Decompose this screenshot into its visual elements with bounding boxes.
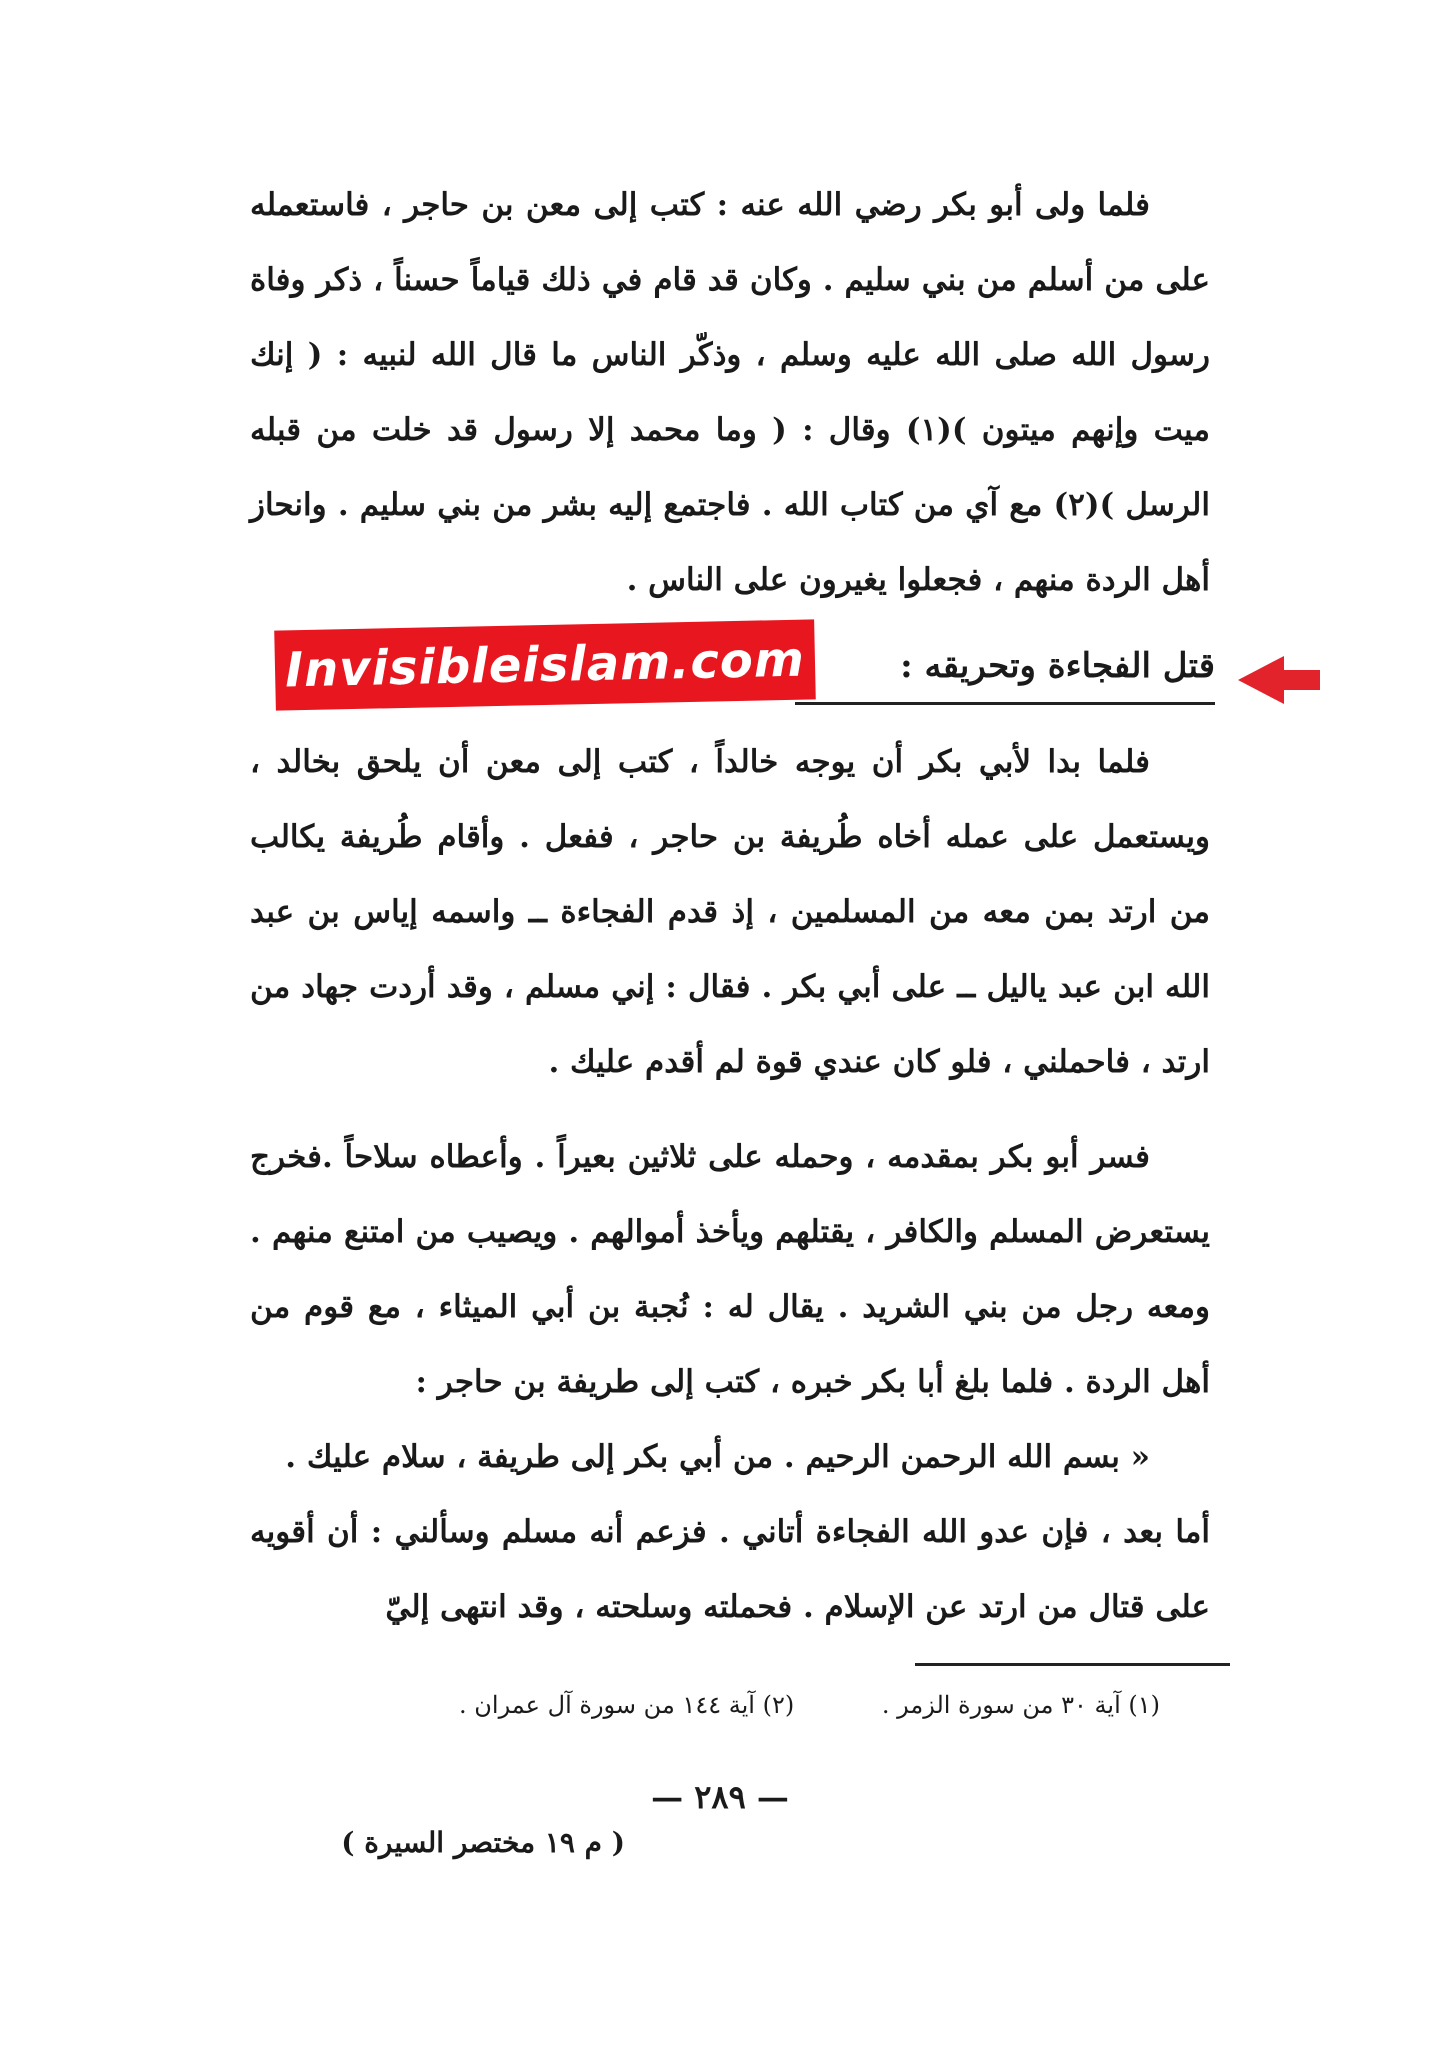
heading-underline xyxy=(795,702,1215,705)
footnote-1: (١) آية ٣٠ من سورة الزمر . xyxy=(881,1691,1160,1719)
paragraph-2-text: فلما بدا لأبي بكر أن يوجه خالداً ، كتب إلى معن أن يلحق بخالد ، ويستعمل على عمله أخاه طُريفة بن حاجر ، ففعل . وأقام طُريفة يكالب من ارتد بمن معه من المسلمين ، إذ قدم الفجاءة ــ واسمه إياس بن عبد الله ابن عبد ياليل ــ على أبي بكر . فقال : إني مسلم ، وقد أردت جهاد من ارتد ، فاحملني ، فلو كان عندي قوة لم أقدم عليك . xyxy=(250,744,1210,1080)
footnotes xyxy=(330,1685,1160,1725)
paragraph-3-text: فسر أبو بكر بمقدمه ، وحمله على ثلاثين بعيراً . وأعطاه سلاحاً .فخرج يستعرض المسلم والكافر ، يقتلهم ويأخذ أموالهم . ويصيب من امتنع منهم . ومعه رجل من بني الشريد . يقال له : نُجبة بن أبي الميثاء ، مع قوم من أهل الردة . فلما بلغ أبا بكر خبره ، كتب إلى طريفة بن حاجر : xyxy=(250,1139,1210,1400)
footnote-2: (٢) آية ١٤٤ من سورة آل عمران . xyxy=(459,1691,795,1719)
printer-signature: ( م ١٩ مختصر السيرة ) xyxy=(341,1826,625,1859)
page-number: — ٢٨٩ — xyxy=(651,1778,789,1816)
section-heading: قتل الفجاءة وتحريقه : xyxy=(900,646,1215,686)
letter-block xyxy=(250,1420,1210,1645)
paragraph-1 xyxy=(250,168,1210,618)
letter-opening: « بسم الله الرحمن الرحيم . من أبي بكر إلى طريفة ، سلام عليك . xyxy=(285,1439,1150,1475)
watermark-banner: Invisibleislam.com xyxy=(274,619,816,710)
letter-body: أما بعد ، فإن عدو الله الفجاءة أتاني . فزعم أنه مسلم وسألني : أن أقويه على قتال من ارتد عن الإسلام . فحملته وسلحته ، وقد انتهى إليّ xyxy=(250,1514,1210,1625)
paragraph-3 xyxy=(250,1120,1210,1420)
footnote-divider xyxy=(915,1663,1230,1666)
paragraph-2 xyxy=(250,725,1210,1100)
paragraph-1-text: فلما ولى أبو بكر رضي الله عنه : كتب إلى معن بن حاجر ، فاستعمله على من أسلم من بني سليم . وكان قد قام في ذلك قياماً حسناً ، ذكر وفاة رسول الله صلى الله عليه وسلم ، وذكّر الناس ما قال الله لنبيه : ( إنك ميت وإنهم ميتون )(١) وقال : ( وما محمد إلا رسول قد خلت من قبله الرسل )(٢) مع آي من كتاب الله . فاجتمع إليه بشر من بني سليم . وانحاز أهل الردة منهم ، فجعلوا يغيرون على الناس . xyxy=(250,187,1210,598)
